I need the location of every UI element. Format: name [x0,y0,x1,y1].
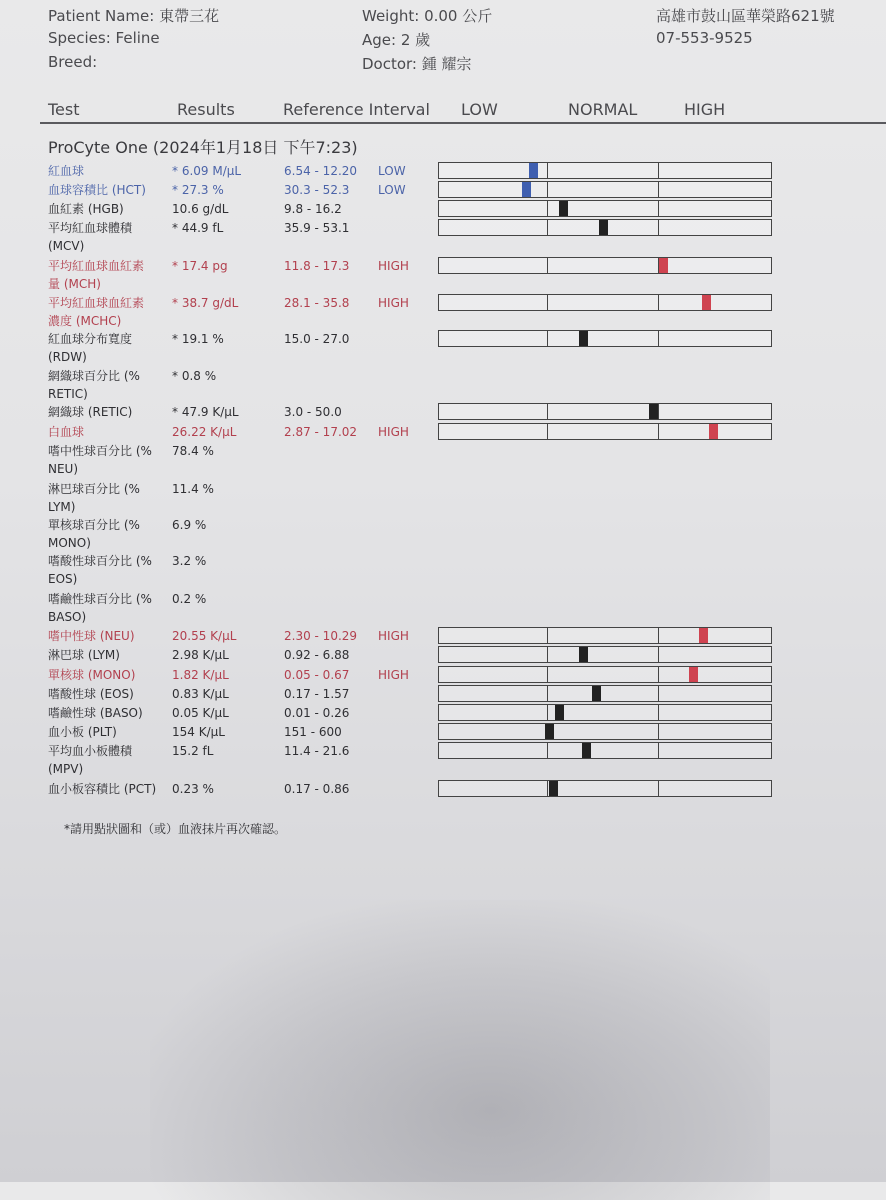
range-divider [547,295,548,310]
reference-interval: 0.17 - 1.57 [284,687,350,701]
range-bar [438,200,772,217]
range-bar [438,162,772,179]
range-bar [438,330,772,347]
reference-interval: 0.05 - 0.67 [284,668,350,682]
status-flag: HIGH [378,296,409,310]
range-marker [592,686,601,701]
range-divider [658,220,659,235]
reference-interval: 2.87 - 17.02 [284,425,358,439]
range-divider [547,743,548,758]
range-divider [547,163,548,178]
status-flag: LOW [378,164,406,178]
test-name: 血小板 (PLT) [48,725,117,739]
test-name: 紅血球 [48,164,85,178]
range-bar [438,423,772,440]
test-result: 6.9 % [172,518,207,532]
test-result: 0.83 K/µL [172,687,229,701]
species: Species: Feline [48,29,160,47]
range-marker [709,424,718,439]
test-name-cont: BASO) [48,610,87,624]
range-divider [547,705,548,720]
test-name: 單核球 (MONO) [48,668,136,682]
range-bar [438,257,772,274]
range-divider [658,331,659,346]
test-name-cont: EOS) [48,572,78,586]
test-result: 1.82 K/µL [172,668,229,682]
section-title: ProCyte One (2024年1月18日 下午7:23) [48,138,358,157]
range-divider [658,404,659,419]
range-divider [547,647,548,662]
test-result: * 27.3 % [172,183,224,197]
test-result: * 47.9 K/µL [172,405,239,419]
range-marker [649,404,658,419]
reference-interval: 151 - 600 [284,725,342,739]
range-bar [438,742,772,759]
reference-interval: 9.8 - 16.2 [284,202,342,216]
test-name: 網織球百分比 (% [48,369,140,383]
test-name: 白血球 [48,425,85,439]
test-name-cont: (MPV) [48,762,84,776]
range-marker [545,724,554,739]
test-result: 0.05 K/µL [172,706,229,720]
test-name-cont: RETIC) [48,387,88,401]
test-name-cont: MONO) [48,536,91,550]
range-divider [547,781,548,796]
range-divider [547,258,548,273]
test-name-cont: (RDW) [48,350,87,364]
range-bar [438,723,772,740]
test-name: 血紅素 (HGB) [48,202,124,216]
test-result: 2.98 K/µL [172,648,229,662]
range-divider [658,163,659,178]
test-name: 單核球百分比 (% [48,518,140,532]
range-bar [438,780,772,797]
reference-interval: 0.17 - 0.86 [284,782,350,796]
test-name: 平均紅血球體積 [48,221,133,235]
range-marker [582,743,591,758]
range-marker [522,182,531,197]
range-bar [438,666,772,683]
range-bar [438,685,772,702]
range-divider [658,647,659,662]
clinic-address: 高雄市鼓山區華榮路621號 [656,7,835,25]
reference-interval: 0.01 - 0.26 [284,706,350,720]
range-divider [658,781,659,796]
range-divider [547,628,548,643]
range-divider [658,182,659,197]
test-name: 血球容積比 (HCT) [48,183,146,197]
reference-interval: 11.4 - 21.6 [284,744,350,758]
header-divider [40,122,886,124]
col-normal: NORMAL [568,100,638,119]
range-marker [689,667,698,682]
test-result: * 6.09 M/µL [172,164,242,178]
test-name: 平均紅血球血紅素 [48,259,145,273]
status-flag: HIGH [378,259,409,273]
range-divider [547,424,548,439]
breed: Breed: [48,53,98,71]
range-marker [702,295,711,310]
test-result: * 19.1 % [172,332,224,346]
age: Age: 2 歲 [362,31,431,49]
test-name-cont: (MCV) [48,239,85,253]
test-name: 平均紅血球血紅素 [48,296,145,310]
reference-interval: 0.92 - 6.88 [284,648,350,662]
range-bar [438,646,772,663]
range-divider [547,686,548,701]
range-divider [658,201,659,216]
range-bar [438,627,772,644]
test-name-cont: 量 (MCH) [48,277,101,291]
range-marker [579,331,588,346]
range-divider [658,295,659,310]
reference-interval: 11.8 - 17.3 [284,259,350,273]
range-divider [547,667,548,682]
test-name-cont: LYM) [48,500,76,514]
range-divider [658,667,659,682]
test-name: 淋巴球 (LYM) [48,648,120,662]
test-result: 20.55 K/µL [172,629,237,643]
reference-interval: 2.30 - 10.29 [284,629,358,643]
status-flag: HIGH [378,668,409,682]
range-marker [579,647,588,662]
range-divider [547,220,548,235]
reference-interval: 6.54 - 12.20 [284,164,358,178]
test-result: 10.6 g/dL [172,202,229,216]
range-divider [658,686,659,701]
test-result: * 0.8 % [172,369,217,383]
test-result: 0.23 % [172,782,214,796]
test-name: 平均血小板體積 [48,744,133,758]
test-name: 網織球 (RETIC) [48,405,133,419]
patient-name: Patient Name: 東帶三花 [48,7,220,25]
range-marker [599,220,608,235]
range-bar [438,403,772,420]
range-marker [529,163,538,178]
range-bar [438,704,772,721]
range-bar [438,219,772,236]
reference-interval: 28.1 - 35.8 [284,296,350,310]
test-name: 嗜鹼性球 (BASO) [48,706,143,720]
test-name: 紅血球分布寬度 [48,332,133,346]
range-marker [559,201,568,216]
col-results: Results [177,100,235,119]
range-marker [555,705,564,720]
range-divider [658,628,659,643]
test-name-cont: 濃度 (MCHC) [48,314,122,328]
range-divider [658,724,659,739]
test-name: 嗜中性球百分比 (% [48,444,152,458]
reference-interval: 15.0 - 27.0 [284,332,350,346]
test-result: * 38.7 g/dL [172,296,239,310]
range-marker [699,628,708,643]
test-name: 嗜中性球 (NEU) [48,629,135,643]
range-bar [438,181,772,198]
doctor: Doctor: 鍾 耀宗 [362,55,472,73]
range-divider [547,331,548,346]
weight: Weight: 0.00 公斤 [362,7,493,25]
test-name-cont: NEU) [48,462,79,476]
range-divider [547,201,548,216]
test-name: 嗜酸性球百分比 (% [48,554,152,568]
reference-interval: 30.3 - 52.3 [284,183,350,197]
test-result: * 17.4 pg [172,259,228,273]
test-result: 26.22 K/µL [172,425,237,439]
test-name: 血小板容積比 (PCT) [48,782,157,796]
test-result: 78.4 % [172,444,214,458]
range-divider [658,424,659,439]
col-high: HIGH [684,100,726,119]
test-name: 嗜鹼性球百分比 (% [48,592,152,606]
range-divider [547,182,548,197]
range-marker [549,781,558,796]
test-result: 3.2 % [172,554,207,568]
range-marker [659,258,668,273]
photo-shadow [150,900,770,1200]
reference-interval: 3.0 - 50.0 [284,405,342,419]
test-result: 11.4 % [172,482,214,496]
status-flag: LOW [378,183,406,197]
clinic-phone: 07-553-9525 [656,29,753,47]
col-low: LOW [461,100,498,119]
test-result: 154 K/µL [172,725,225,739]
range-bar [438,294,772,311]
test-name: 嗜酸性球 (EOS) [48,687,134,701]
test-name: 淋巴球百分比 (% [48,482,140,496]
range-divider [658,743,659,758]
status-flag: HIGH [378,629,409,643]
range-divider [658,705,659,720]
range-divider [547,404,548,419]
reference-interval: 35.9 - 53.1 [284,221,350,235]
status-flag: HIGH [378,425,409,439]
col-reference: Reference Interval [283,100,430,119]
footnote: *請用點狀圖和（或）血液抹片再次確認。 [64,822,287,836]
col-test: Test [48,100,80,119]
test-result: 0.2 % [172,592,207,606]
test-result: 15.2 fL [172,744,214,758]
test-result: * 44.9 fL [172,221,224,235]
